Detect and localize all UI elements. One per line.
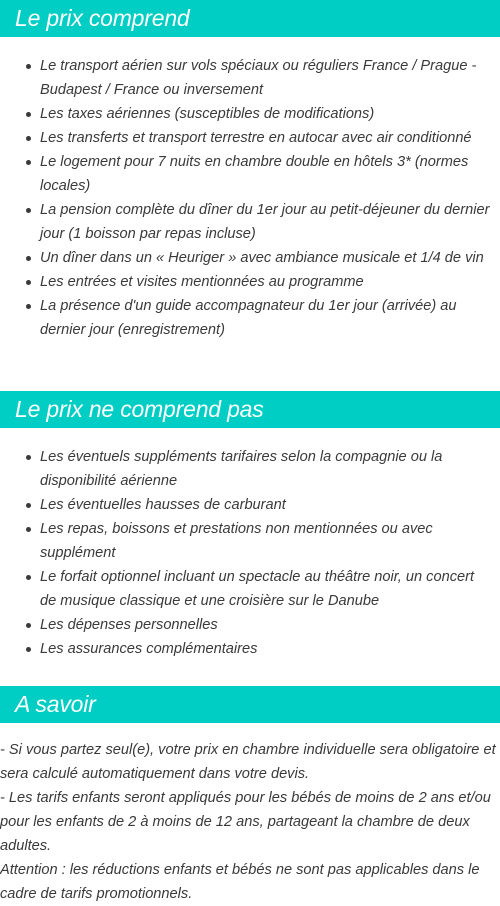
section-good-to-know — [0, 686, 500, 906]
list-item: Les repas, boissons et prestations non mentionnées ou avec supplément — [40, 517, 500, 565]
note-text: - Les tarifs enfants seront appliqués pour les bébés de moins de 2 ans et/ou pour les enfants de 2 à moins de 12 ans, partageant la chambre de deux adultes. — [0, 790, 491, 854]
list-item: Les dépenses personnelles — [40, 613, 500, 637]
included-list — [0, 54, 500, 342]
note-text: Attention : les réductions enfants et bébés ne sont pas applicables dans le cadre de tarifs promotionnels. — [0, 862, 480, 902]
note-text: - Si vous partez seul(e), votre prix en chambre individuelle sera obligatoire et sera calculé automatiquement dans votre devis. — [0, 742, 496, 782]
section-included — [0, 0, 500, 342]
list-item: Les éventuelles hausses de carburant — [40, 493, 500, 517]
list-item: Les entrées et visites mentionnées au programme — [40, 270, 500, 294]
list-item: Les transferts et transport terrestre en autocar avec air conditionné — [40, 126, 500, 150]
list-item: Les taxes aériennes (susceptibles de modifications) — [40, 102, 500, 126]
section-not-included — [0, 391, 500, 661]
section-title-not-included: Le prix ne comprend pas — [0, 391, 500, 428]
section-title-good-to-know: A savoir — [0, 686, 500, 723]
list-item: Les assurances complémentaires — [40, 637, 500, 661]
section-title-included: Le prix comprend — [0, 0, 500, 37]
not-included-list — [0, 445, 500, 661]
list-item: Un dîner dans un « Heuriger » avec ambiance musicale et 1/4 de vin — [40, 246, 500, 270]
list-item: Le forfait optionnel incluant un spectacle au théâtre noir, un concert de musique classique et une croisière sur le Danube — [40, 565, 500, 613]
list-item: Le logement pour 7 nuits en chambre double en hôtels 3* (normes locales) — [40, 150, 500, 198]
notes-block — [0, 738, 500, 906]
list-item: La pension complète du dîner du 1er jour au petit-déjeuner du dernier jour (1 boisson par repas incluse) — [40, 198, 500, 246]
list-item: Les éventuels suppléments tarifaires selon la compagnie ou la disponibilité aérienne — [40, 445, 500, 493]
list-item: La présence d'un guide accompagnateur du 1er jour (arrivée) au dernier jour (enregistrement) — [40, 294, 500, 342]
list-item: Le transport aérien sur vols spéciaux ou réguliers France / Prague - Budapest / France ou inversement — [40, 54, 500, 102]
